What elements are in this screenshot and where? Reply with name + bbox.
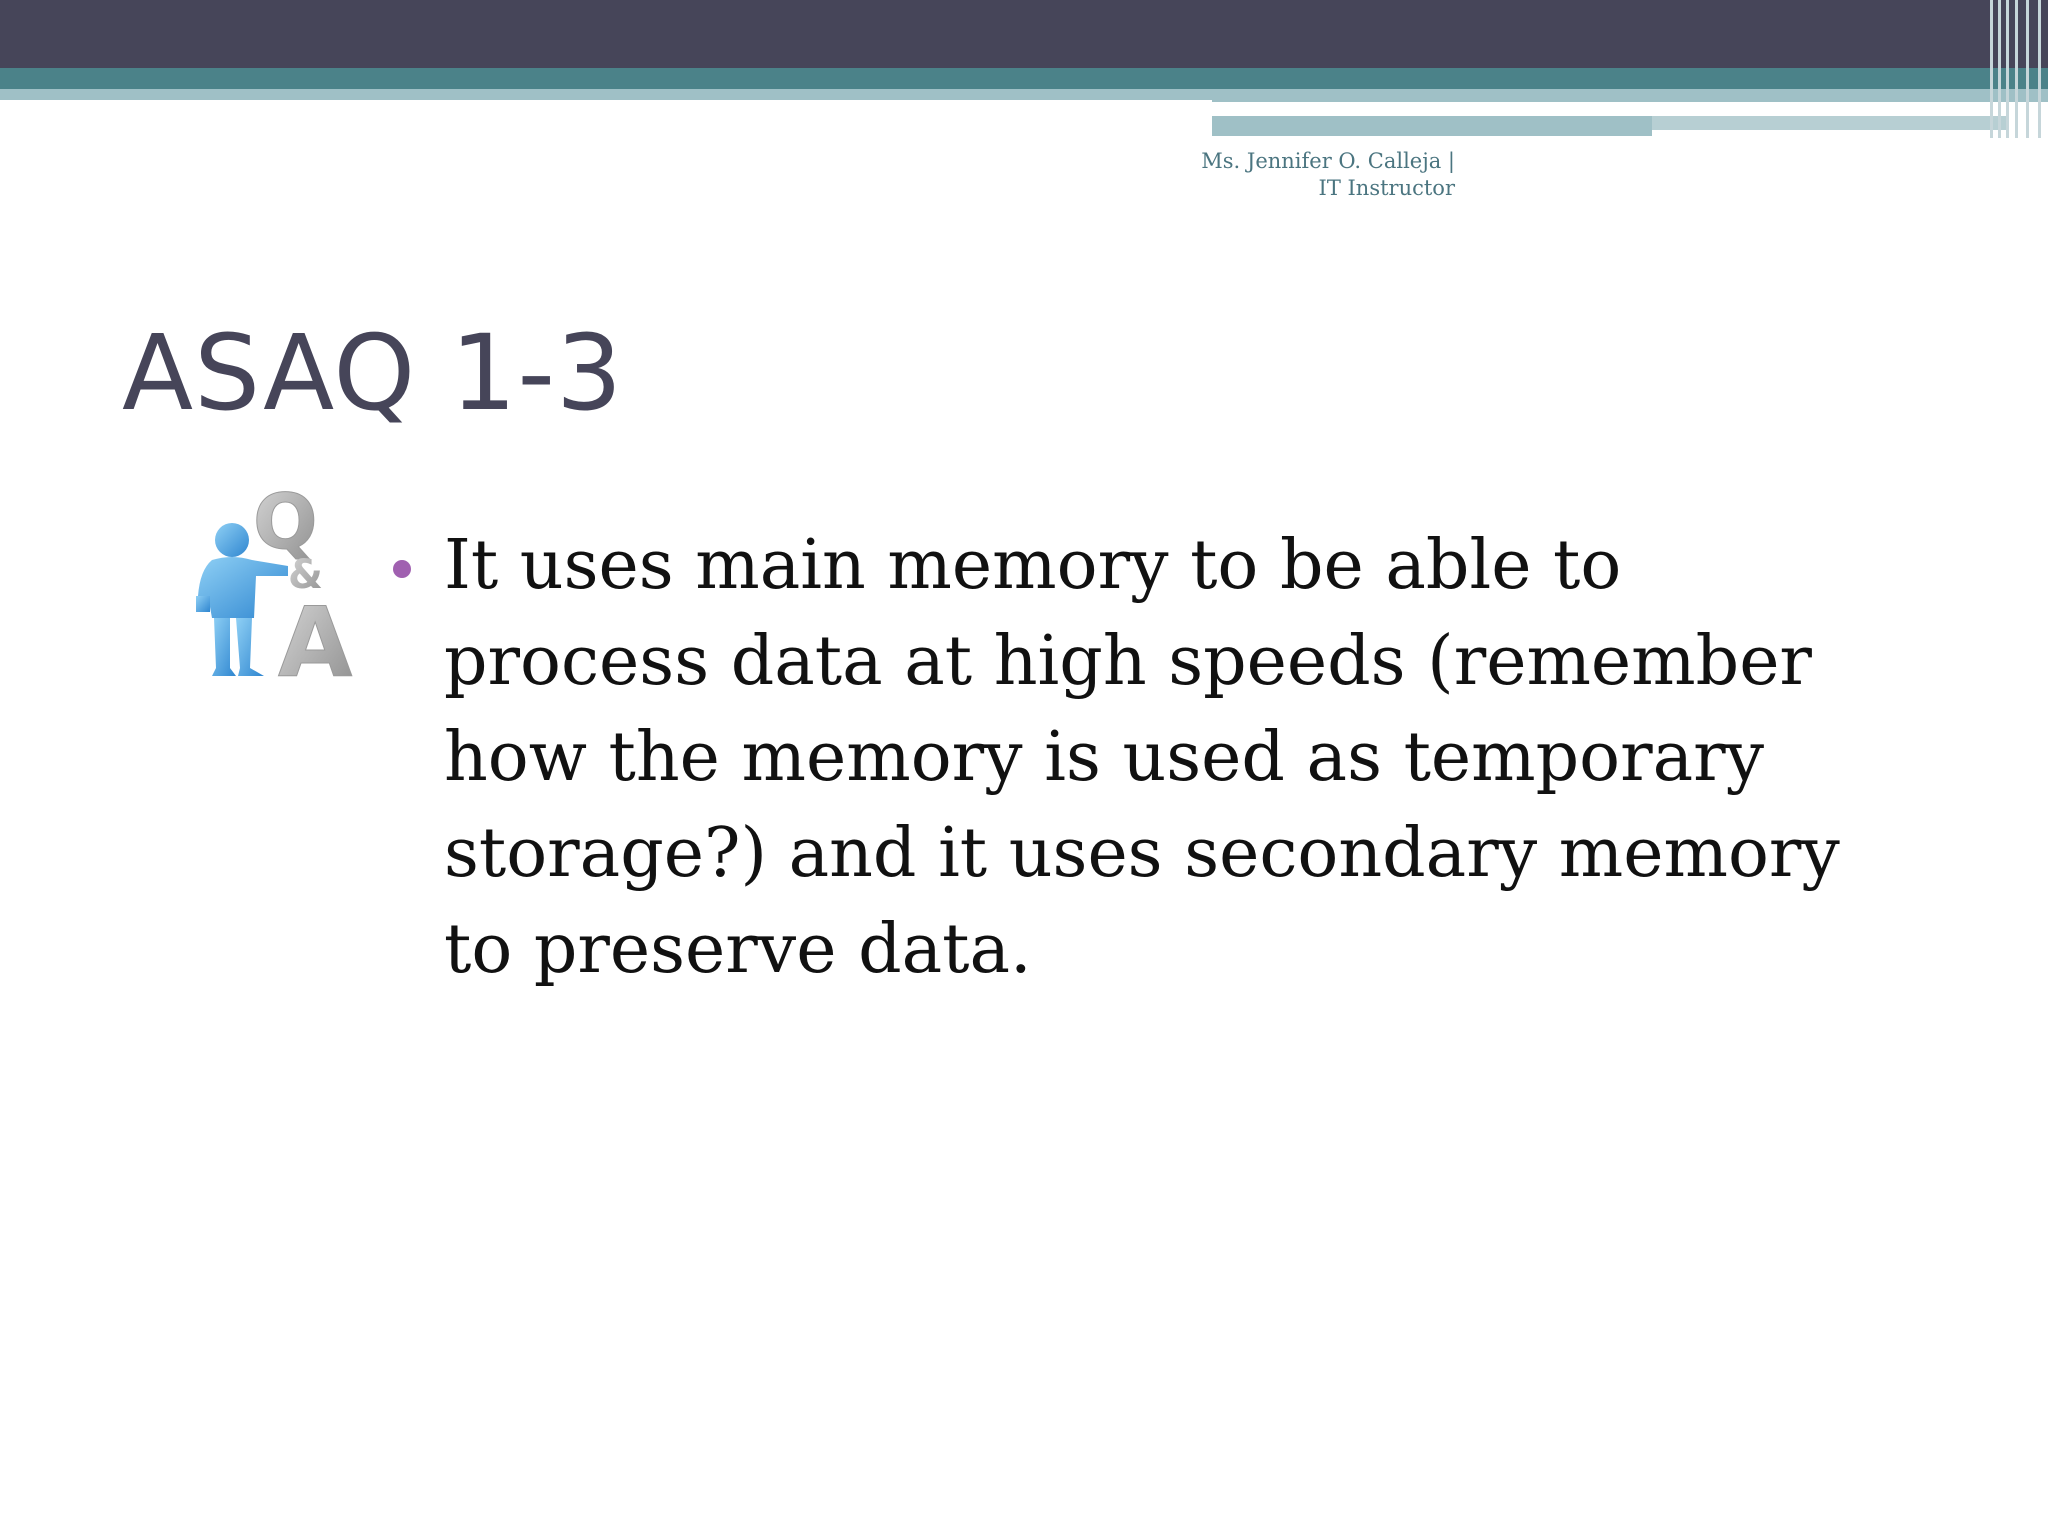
slide-title: ASAQ 1-3 xyxy=(122,312,624,434)
q-letter: Q xyxy=(253,478,318,566)
header-light-bar-right xyxy=(1212,89,2048,102)
ampersand-letter: & xyxy=(288,552,323,598)
q-and-a-person-icon xyxy=(190,478,370,688)
a-letter: A xyxy=(278,587,353,688)
header-teal-bar xyxy=(0,68,2048,89)
bullet-marker xyxy=(393,560,411,578)
header-light-bar-left xyxy=(0,89,1212,100)
header-lower-bar xyxy=(1212,116,1652,136)
bullet-item: It uses main memory to be able to process data at high speeds (remember how the memory is used as temporary storage?) and it uses secondary memory to preserve data. xyxy=(444,526,1840,989)
author-block xyxy=(1150,148,1455,202)
header-dark-bar xyxy=(0,0,2048,68)
header-stripes xyxy=(1988,0,2048,138)
author-name: Ms. Jennifer O. Calleja | xyxy=(1201,149,1455,173)
header-lower-bar-fade xyxy=(1652,116,2008,130)
author-role: IT Instructor xyxy=(1318,176,1455,200)
